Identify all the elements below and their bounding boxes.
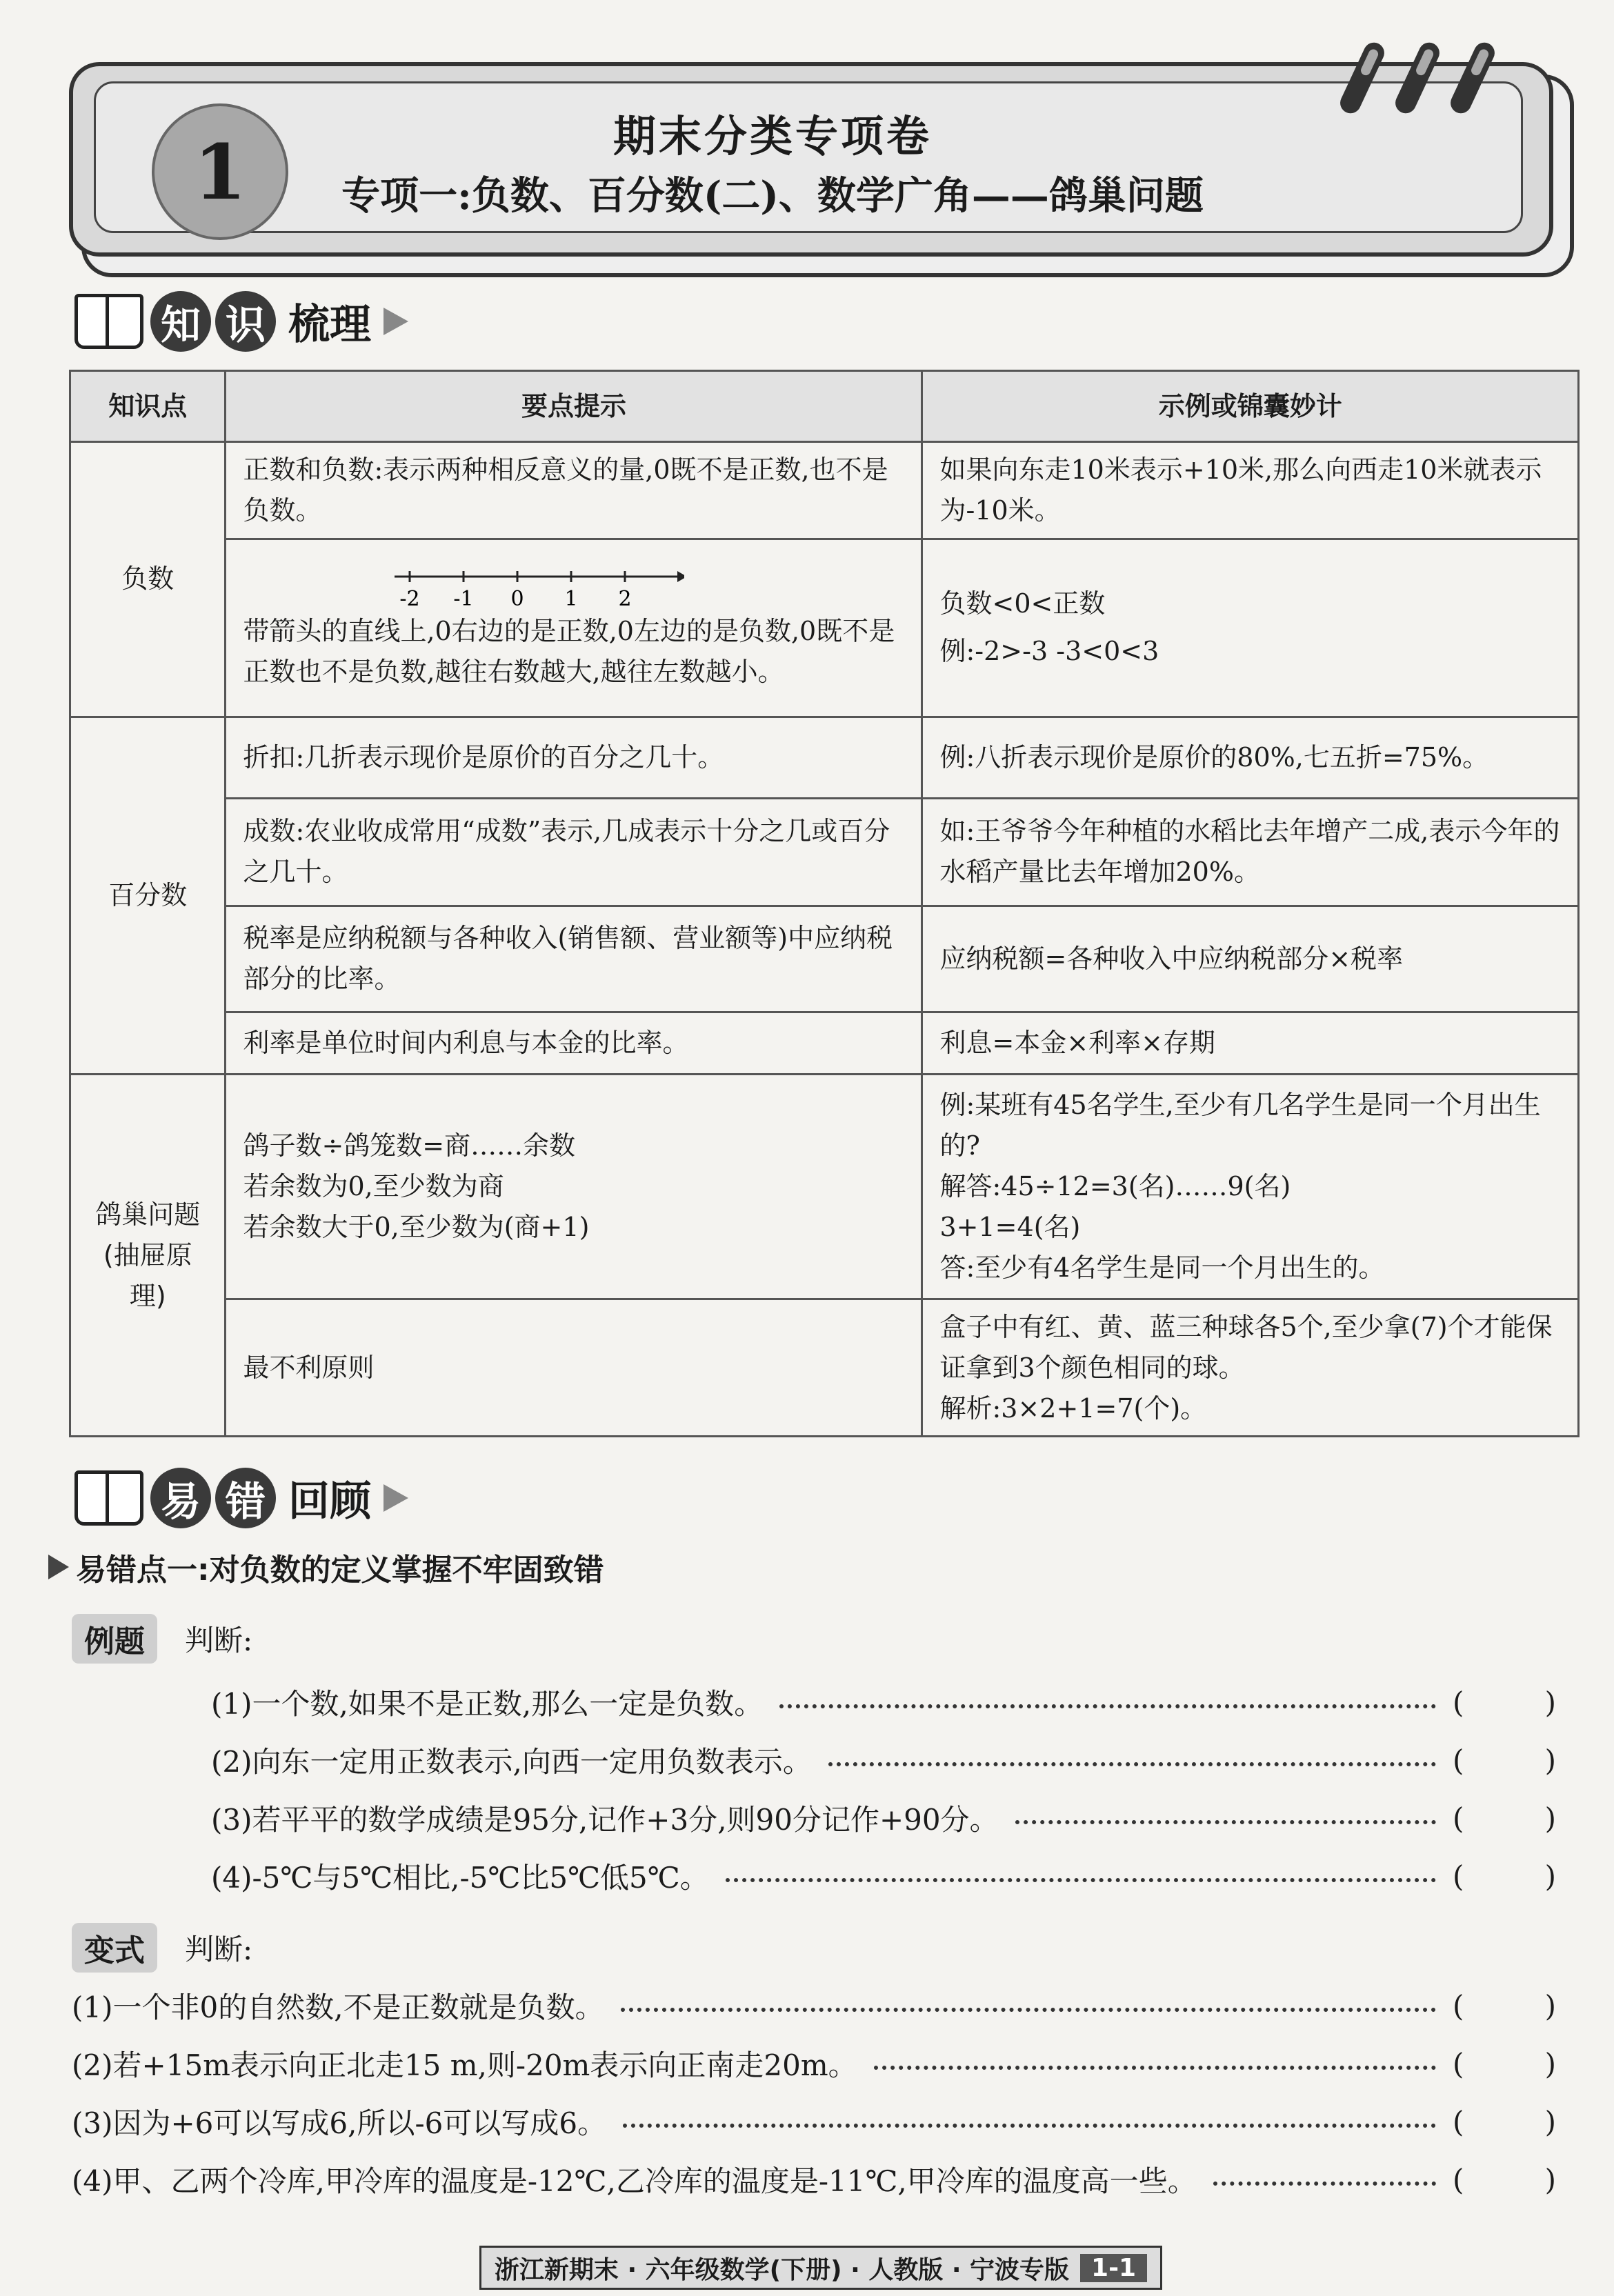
leader-dots [726,1878,1436,1882]
triangle-arrow-icon [383,308,408,335]
section-heading-knowledge [74,287,408,356]
number-line-label: -1 [453,587,475,612]
table-row [70,442,1579,539]
variant-label-row [72,1923,252,1973]
example-line: 解答:45÷12=3(名)……9(名) [939,1170,1291,1201]
example-cell: 例:八折表示现价是原价的80%,七五折=75%。 [922,717,1579,798]
number-line-label: 2 [618,587,632,612]
example-cell: 应纳税额=各种收入中应纳税部分×税率 [922,906,1579,1012]
leader-dots [874,2066,1436,2070]
question-item [72,2043,1556,2084]
question-item [211,1797,1556,1839]
table-row [70,1074,1579,1299]
example-label-row [72,1614,252,1664]
tip-line: 鸽子数÷鸽笼数=商……余数 [243,1130,576,1161]
example-line: 例:某班有45名学生,至少有几名学生是同一个月出生的? [939,1090,1541,1161]
example-line: 负数<0<正数 [939,588,1106,619]
question-item [72,1985,1556,2026]
topic-cell: 百分数 [70,717,226,1074]
table-row [70,539,1579,717]
topic-line: 鸽巢问题 [95,1199,201,1230]
table-row [70,717,1579,798]
example-line: 3+1=4(名) [939,1211,1081,1242]
tip-cell: 税率是应纳税额与各种收入(销售额、营业额等)中应纳税部分的比率。 [226,906,922,1012]
tip-cell: 正数和负数:表示两种相反意义的量,0既不是正数,也不是负数。 [226,442,922,539]
table-row [70,1299,1579,1437]
error-point-heading [48,1545,604,1589]
table-header: 示例或锦囊妙计 [922,371,1579,442]
knowledge-table [69,370,1580,1437]
tip-cell [226,539,922,717]
answer-blank[interactable]: ( ) [1453,1988,1556,2023]
tip-line: 若余数大于0,至少数为(商+1) [243,1211,590,1242]
triangle-arrow-icon [383,1484,408,1512]
page-footer [479,2246,1162,2290]
tip-cell: 折扣:几折表示现价是原价的百分之几十。 [226,717,922,798]
topic-cell [70,1074,226,1437]
example-line: 盒子中有红、黄、蓝三种球各5个,至少拿(7)个才能保证拿到3个颜色相同的球。 [939,1311,1553,1383]
section-disc: 错 [215,1468,276,1528]
example-cell: 如果向东走10米表示+10米,那么向西走10米就表示为-10米。 [922,442,1579,539]
question-text: (2)向东一定用正数表示,向西一定用负数表示。 [211,1745,812,1779]
example-line: 答:至少有4名学生是同一个月出生的。 [939,1252,1385,1283]
question-text: (2)若+15m表示向正北走15 m,则-20m表示向正南走20m。 [72,2048,857,2082]
example-tag: 例题 [72,1614,157,1664]
number-line [395,563,684,611]
question-item [72,2159,1556,2200]
question-item [211,1739,1556,1781]
table-row [70,1012,1579,1074]
tip-text: 带箭头的直线上,0右边的是正数,0左边的是负数,0既不是正数也不是负数,越往右数越大,越往左数越小。 [243,616,895,688]
number-line-label: -2 [399,587,421,612]
table-header: 知识点 [70,371,226,442]
error-point-title: 易错点一:对负数的定义掌握不牢固致错 [76,1553,604,1588]
tip-cell: 成数:农业收成常用“成数”表示,几成表示十分之几或百分之几十。 [226,798,922,906]
table-row [70,906,1579,1012]
question-item [72,2101,1556,2142]
section-disc: 知 [150,291,211,352]
number-line-label: 0 [510,587,525,612]
table-header-row [70,371,1579,442]
section-heading-text: 回顾 [288,1477,371,1526]
example-line: 解析:3×2+1=7(个)。 [939,1392,1207,1424]
question-text: (3)若平平的数学成绩是95分,记作+3分,则90分记作+90分。 [211,1803,999,1837]
footer-text: 浙江新期末 · 六年级数学(下册) · 人教版 · 宁波专版 [494,2255,1070,2284]
leader-dots [621,2008,1436,2012]
answer-blank[interactable]: ( ) [1453,2046,1556,2081]
tip-cell: 最不利原则 [226,1299,922,1437]
question-text: (1)一个数,如果不是正数,那么一定是负数。 [211,1687,764,1721]
number-line-label: 1 [564,587,579,612]
instruction-text: 判断: [185,1624,253,1657]
topic-cell: 负数 [70,442,226,717]
question-text: (1)一个非0的自然数,不是正数就是负数。 [72,1990,604,2024]
book-icon [74,294,143,349]
example-cell: 如:王爷爷今年种植的水稻比去年增产二成,表示今年的水稻产量比去年增加20%。 [922,798,1579,906]
leader-dots [779,1704,1436,1708]
example-cell [922,1074,1579,1299]
leader-dots [1015,1820,1436,1824]
example-cell [922,539,1579,717]
page-title: 期末分类专项卷 [612,111,932,161]
example-line: 例:-2>-3 -3<0<3 [939,636,1159,667]
section-disc: 易 [150,1468,211,1528]
tip-cell: 利率是单位时间内利息与本金的比率。 [226,1012,922,1074]
section-heading-text: 梳理 [288,301,371,349]
variant-tag: 变式 [72,1923,157,1973]
unit-number-badge: 1 [152,103,288,240]
question-text: (4)甲、乙两个冷库,甲冷库的温度是-12℃,乙冷库的温度是-11℃,甲冷库的温度高一些。 [72,2164,1197,2198]
question-text: (3)因为+6可以写成6,所以-6可以写成6。 [72,2106,607,2140]
leader-dots [828,1762,1436,1766]
topic-line: (抽屉原理) [103,1239,192,1311]
answer-blank[interactable]: ( ) [1453,2104,1556,2139]
page-subtitle: 专项一:负数、百分数(二)、数学广角——鸽巢问题 [341,173,1204,219]
table-row [70,798,1579,906]
section-heading-review [74,1464,408,1533]
answer-blank[interactable]: ( ) [1453,1801,1556,1835]
answer-blank[interactable]: ( ) [1453,1859,1556,1893]
example-cell [922,1299,1579,1437]
section-disc: 识 [215,291,276,352]
book-icon [74,1470,143,1526]
answer-blank[interactable]: ( ) [1453,2162,1556,2197]
leader-dots [1213,2182,1436,2186]
tip-cell [226,1074,922,1299]
page-number: 1-1 [1080,2254,1147,2282]
tip-line: 若余数为0,至少数为商 [243,1170,504,1201]
leader-dots [623,2124,1436,2128]
question-item [211,1681,1556,1723]
answer-blank[interactable]: ( ) [1453,1685,1556,1719]
answer-blank[interactable]: ( ) [1453,1743,1556,1777]
instruction-text: 判断: [185,1933,253,1966]
example-cell: 利息=本金×利率×存期 [922,1012,1579,1074]
triangle-arrow-icon [48,1555,69,1579]
table-header: 要点提示 [226,371,922,442]
question-text: (4)-5℃与5℃相比,-5℃比5℃低5℃。 [211,1861,709,1895]
question-item [211,1855,1556,1897]
